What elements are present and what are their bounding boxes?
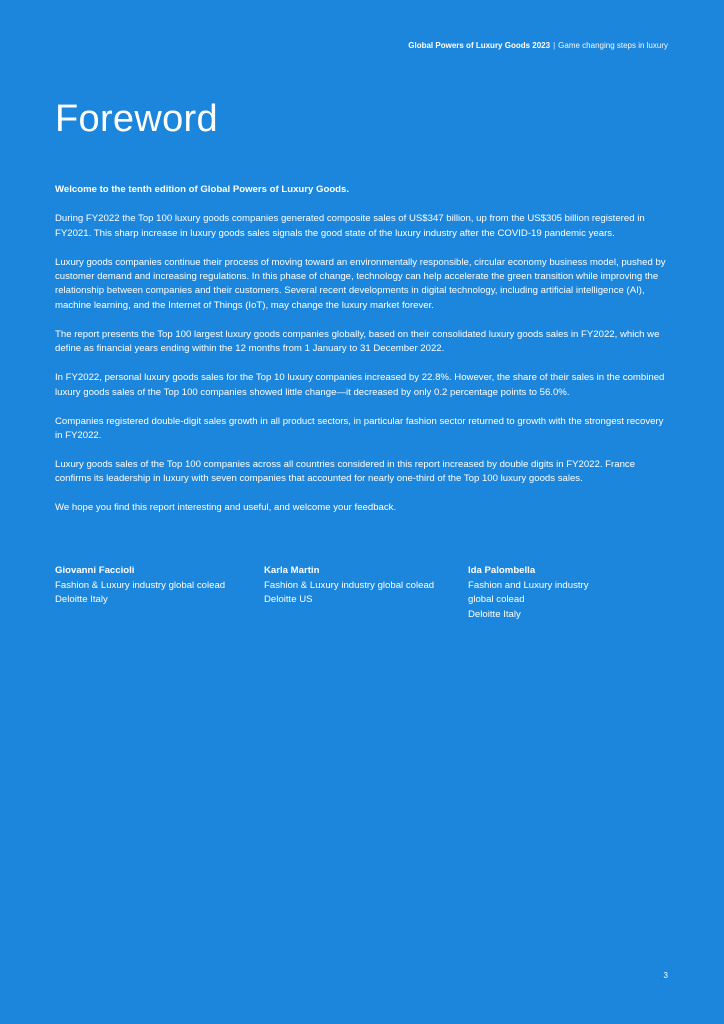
report-subtitle: Game changing steps in luxury [558, 41, 668, 50]
signatory-org: Deloitte US [264, 594, 313, 606]
signatory-role: Fashion & Luxury industry global colead [55, 579, 226, 591]
signatory-role: Fashion & Luxury industry global colead [264, 579, 435, 591]
running-header [408, 41, 668, 50]
header-separator: | [553, 41, 556, 50]
page-number: 3 [663, 971, 668, 980]
signatory-org: Deloitte Italy [55, 594, 108, 606]
paragraph: Companies registered double-digit sales growth in all product sectors, in particular fashion sector returned to growth with the strongest recovery in FY2022. [55, 415, 664, 442]
signatory-org: Deloitte Italy [468, 608, 521, 620]
paragraph: The report presents the Top 100 largest luxury goods companies globally, based on their consolidated luxury goods sales in FY2022, which we define as financial years ending within the 12 months from 1 January to 31 December 2022. [55, 328, 660, 355]
paragraph: We hope you find this report interesting and useful, and welcome your feedback. [55, 502, 397, 514]
signatory-name: Karla Martin [264, 565, 320, 576]
foreword-body [55, 183, 671, 530]
paragraph: During FY2022 the Top 100 luxury goods companies generated composite sales of US$347 billion, up from the US$305 billion registered in FY2021. This sharp increase in luxury goods sales signals the good state of the luxury industry after the COVID-19 pandemic years. [55, 213, 645, 239]
signatory-role: Fashion and Luxury industry [468, 579, 589, 591]
signatory [264, 564, 464, 608]
paragraph: Luxury goods companies continue their process of moving toward an environmentally responsible, circular economy business model, pushed by customer demand and increasing regulations. In this phase of change, technology can help accelerate the green transition while improving the relationship between companies and their customers. Several recent developments in digital technology, including artificial intelligence (AI), machine learning, and the Internet of Things (IoT), may change the luxury market forever. [55, 256, 666, 311]
signatory [468, 564, 618, 622]
paragraph: Luxury goods sales of the Top 100 companies across all countries considered in this report increased by double digits in FY2022. France confirms its leadership in luxury with seven companies that accounted for nearly one-third of the Top 100 luxury goods sales. [55, 459, 636, 485]
signatory [55, 564, 255, 608]
report-title: Global Powers of Luxury Goods 2023 [408, 41, 551, 50]
welcome-line: Welcome to the tenth edition of Global Powers of Luxury Goods. [55, 184, 350, 195]
paragraph: In FY2022, personal luxury goods sales for the Top 10 luxury companies increased by 22.8%. However, the share of their sales in the combined luxury goods sales of the Top 100 companies showed little change—it decreased by only 0.2 percentage points to 56.0%. [55, 372, 665, 398]
signatory-role: global colead [468, 594, 525, 606]
signatory-name: Ida Palombella [468, 565, 536, 576]
page-title: Foreword [55, 98, 218, 140]
signatory-name: Giovanni Faccioli [55, 565, 135, 576]
